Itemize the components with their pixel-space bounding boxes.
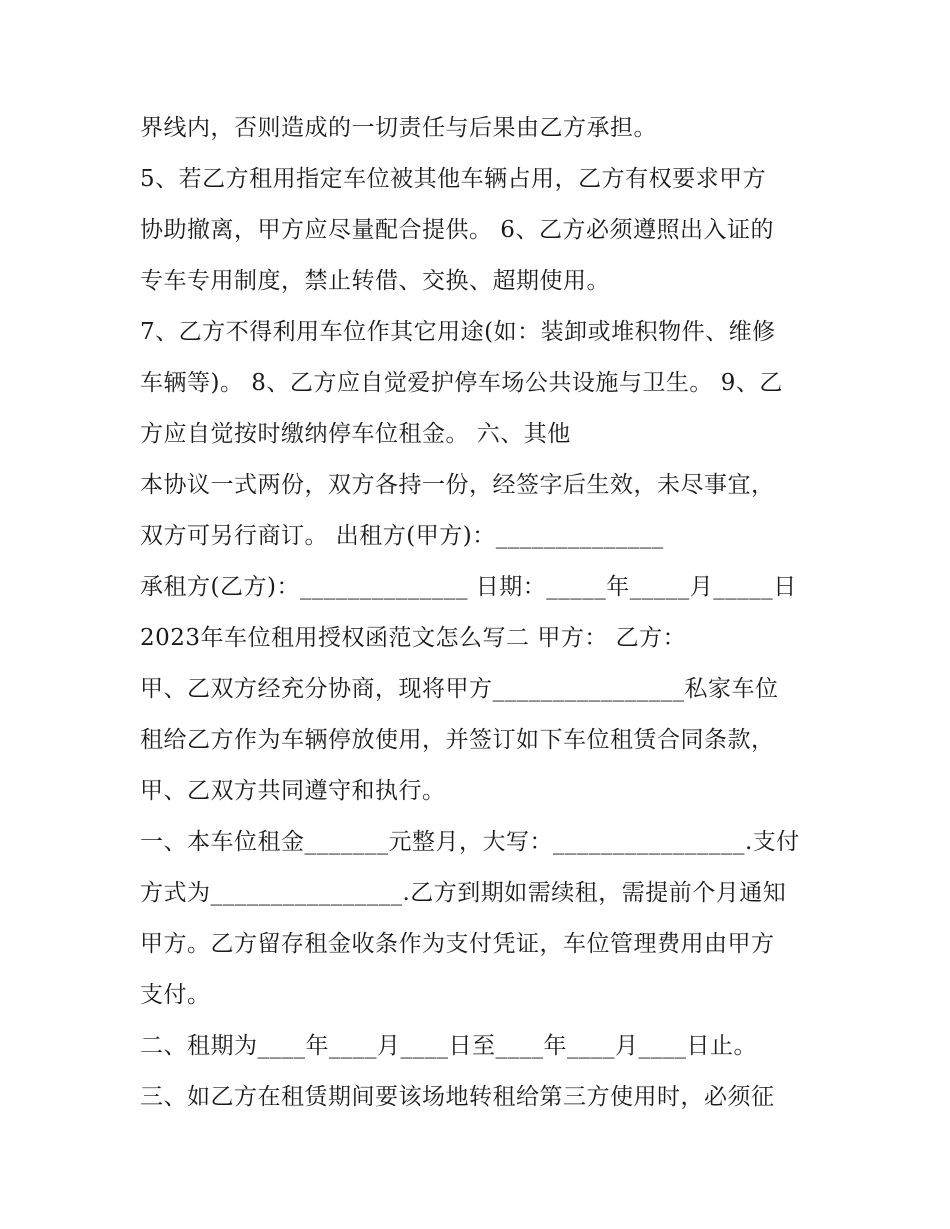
text-line: 甲、乙双方经充分协商，现将甲方________________私家车位	[140, 676, 779, 702]
text-line: 甲、乙双方共同遵守和执行。	[140, 778, 446, 804]
text-line: 支付。	[140, 982, 211, 1008]
text-line: 车辆等)。 8、乙方应自觉爱护停车场公共设施与卫生。 9、乙	[140, 370, 783, 396]
text-line: 协助撤离，甲方应尽量配合提供。 6、乙方必须遵照出入证的	[140, 217, 774, 243]
text-line: 承租方(乙方)：______________ 日期：_____年_____月_____日	[140, 574, 797, 600]
text-line: 双方可另行商订。 出租方(甲方)：______________	[140, 523, 664, 549]
text-line: 专车专用制度，禁止转借、交换、超期使用。	[140, 268, 610, 294]
text-line: 租给乙方作为车辆停放使用，并签订如下车位租赁合同条款，	[140, 727, 775, 753]
document-body	[140, 103, 830, 1123]
text-line: 界线内，否则造成的一切责任与后果由乙方承担。	[140, 115, 657, 141]
section-heading-line: 2023年车位租用授权函范文怎么写二 甲方： 乙方：	[140, 625, 687, 651]
text-line: 方式为________________.乙方到期如需续租，需提前个月通知	[140, 880, 787, 906]
text-line: 本协议一式两份，双方各持一份，经签字后生效，未尽事宜，	[140, 472, 775, 498]
text-line: 一、本车位租金_______元整月，大写：________________.支付	[140, 829, 800, 855]
text-line: 7、乙方不得利用车位作其它用途(如：装卸或堆积物件、维修	[140, 319, 776, 345]
text-line: 二、租期为____年____月____日至____年____月____日止。	[140, 1033, 757, 1059]
text-line: 5、若乙方租用指定车位被其他车辆占用，乙方有权要求甲方	[140, 166, 767, 192]
text-line: 方应自觉按时缴纳停车位租金。 六、其他	[140, 421, 571, 447]
text-line: 甲方。乙方留存租金收条作为支付凭证，车位管理费用由甲方	[140, 931, 775, 957]
text-line: 三、如乙方在租赁期间要该场地转租给第三方使用时，必须征	[140, 1084, 775, 1110]
